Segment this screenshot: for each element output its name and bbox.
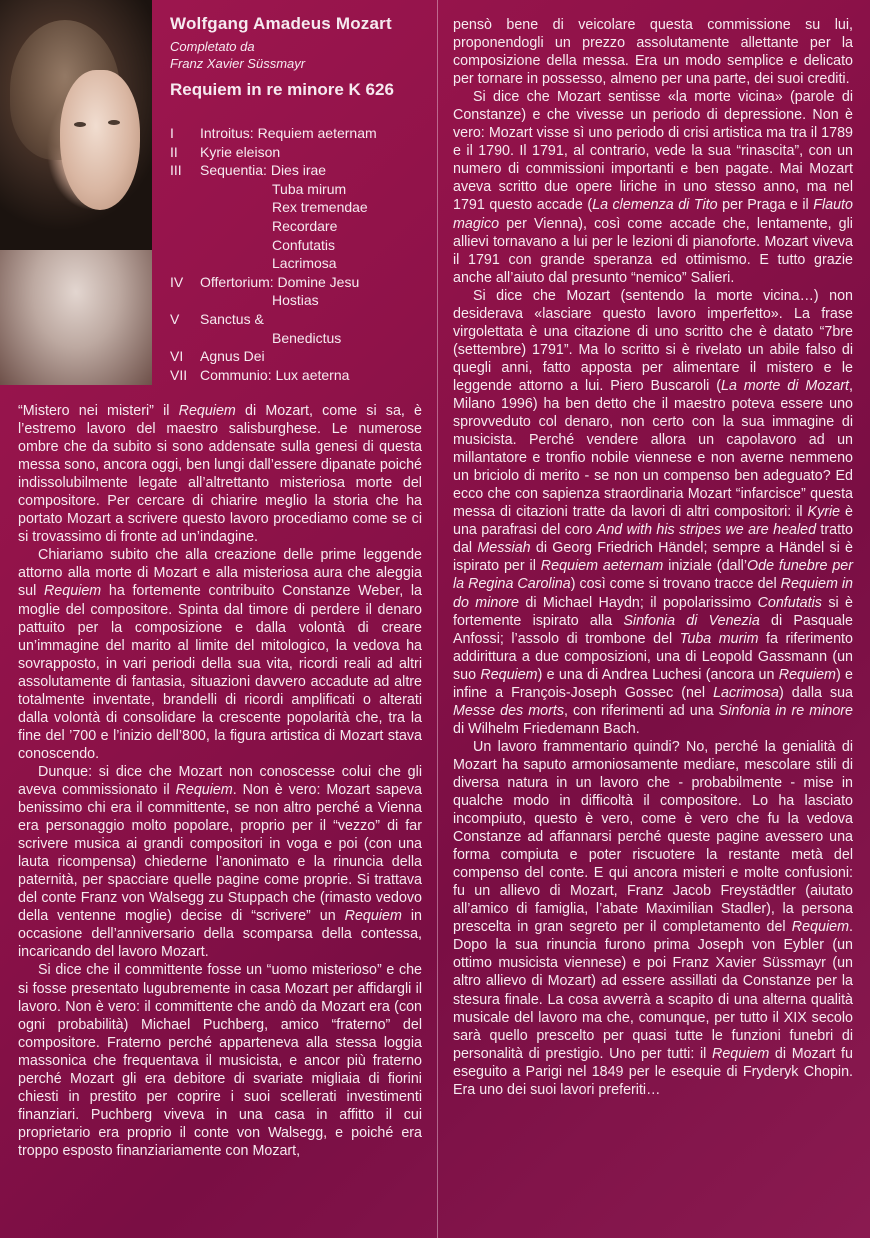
italic-title: Tuba murim [679, 630, 759, 647]
composer-name: Wolfgang Amadeus Mozart [170, 14, 392, 33]
movement-item [170, 198, 430, 217]
movement-number: IV [170, 273, 184, 290]
movement-number: II [170, 143, 178, 160]
movement-title: Offertorium: Domine Jesu [200, 273, 360, 290]
movement-number: III [170, 162, 182, 179]
movement-title: Lacrimosa [272, 255, 337, 272]
text-run: è una parafrasi del coro [453, 504, 854, 539]
movement-item [170, 143, 430, 162]
movement-item [170, 161, 430, 180]
movement-list [170, 124, 430, 384]
movement-title: Agnus Dei [200, 348, 265, 365]
italic-title: Sinfonia di Venezia [623, 612, 760, 629]
portrait-face [60, 70, 140, 210]
movement-item [170, 291, 430, 310]
movement-title: Recordare [272, 217, 338, 234]
completion-line-1: Completato da [170, 39, 255, 54]
movement-title: Rex tremendae [272, 199, 368, 216]
article-paragraph [453, 16, 853, 88]
movement-item [170, 329, 430, 348]
movement-number [170, 180, 272, 199]
movement-title: Confutatis [272, 236, 336, 253]
movement-title: Kyrie eleison [200, 143, 281, 160]
text-run: di Georg Friedrich Händel; sempre a Händel si è ispirato per il [453, 540, 853, 575]
article-paragraph [18, 402, 422, 546]
portrait-eye-left [74, 122, 86, 127]
article-paragraph [453, 738, 853, 1099]
movement-number [170, 254, 272, 273]
movement-number [170, 291, 272, 310]
movement-item [170, 217, 430, 236]
text-run: per Praga e il [717, 197, 814, 214]
text-run: pensò bene di veicolare questa commissione su lui, proponendogli un prezzo assolutamente allettante per la composizione della messa. Era un modo semplice e delicato per tornare in possesso, almeno per una parte, dei suoi crediti. [453, 17, 853, 88]
column-divider [437, 0, 438, 1238]
movement-item [170, 236, 430, 255]
movement-number [170, 217, 272, 236]
movement-title: Introitus: Requiem aeternam [200, 125, 377, 141]
text-run: tratto dal [453, 522, 853, 557]
movement-title: Tuba mirum [272, 180, 347, 197]
italic-title: And with his stripes we are healed [596, 522, 817, 539]
text-run: ) dalla sua [779, 684, 854, 701]
portrait-coat [0, 250, 152, 385]
text-run: per Vienna), così come accade che, lentamente, gli allievi tornavano a lui per le lezioni di pianoforte. Mozart viveva il 1791 con grande speranza ed ottimismo. E tutto grazie anche all’aiuto dal presunto “nemico” Salieri. [453, 215, 853, 286]
text-run: Un lavoro frammentario quindi? No, perché la genialità di Mozart ha saputo armoniosamente mediare, mescolare stili di diversa natura in un lavoro che - probabilmente - mise in qualche modo in difficoltà il compositore. Lo ha lasciato incompiuto, questo è vero, come è vero che fu la vedova Constanze ad affannarsi perché queste pagine avessero una forma compiuta e poter riscuotere la restante metà del compenso del conte. E qui ancora misteri e molte confusioni: fu un allievo di Mozart, Franz Jacob Freystädtler (aiutato all’amico di famiglia, l’abate Maximilian Stadler), la persona prescelta in gran segreto per il completamento del [453, 738, 853, 936]
text-run: fa riferimento addirittura a due composizioni, una di Leopold Gassmann (un suo [453, 630, 853, 683]
movement-item [170, 366, 430, 385]
movement-item [170, 347, 430, 366]
article-left-column [18, 402, 422, 1160]
italic-title: Requiem [344, 908, 402, 925]
text-run: iniziale (dall’ [663, 558, 748, 575]
text-run: di Mozart fu eseguito a Parigi nel 1849 per le esequie di Fryderyk Chopin. Era uno dei suoi lavori preferiti… [453, 1045, 853, 1098]
text-run: si è fortemente ispirato alla [453, 594, 853, 629]
movement-title: Hostias [272, 292, 319, 309]
movement-number: V [170, 310, 180, 327]
article-paragraph [18, 763, 422, 962]
text-run: Si dice che il committente fosse un “uomo misterioso” e che si fosse presentato lugubremente in casa Mozart per affidargli il lavoro. Non è vero: il committente che andò da Mozart era (con ogni probabilità) Michael Puchberg, amico “fraterno” del compositore. Fraterno perché apparteneva alla stessa loggia massonica che frequentava il musicista, e ancor più fraterno perché Mozart gli era debitore di svariate migliaia di fiorini chiesti in prestito per coprire i suoi scellerati investimenti finanziari. Puchberg viveva in una casa in affitto il cui proprietario era proprio il conte von Walsegg, e poiché era troppo esposto finanziariamente con Mozart, [18, 962, 422, 1159]
movement-item [170, 124, 430, 143]
text-run: in occasione dell’anniversario della scomparsa della contessa, incaricando del lavoro Mozart. [18, 908, 422, 961]
italic-title: Flauto magico [453, 197, 853, 232]
italic-title: Requiem [778, 666, 836, 683]
work-title: Requiem in re minore K 626 [170, 80, 394, 99]
text-run: di Pasquale Anfossi; l’assolo di trombone del [453, 612, 853, 647]
article-right-column [453, 16, 853, 1099]
italic-title: Kyrie [807, 504, 841, 521]
text-run: ) e una di Andrea Luchesi (ancora un [537, 666, 779, 683]
movement-title: Sequentia: Dies irae [200, 162, 327, 179]
text-run: ha fortemente contribuito Constanze Weber, la moglie del compositore. Spinta dal timore di perdere il denaro pattuito per la composizione e dalla volontà di creare un’immagine del marito al limite del mitologico, la vedova ha sovrapposto, in vari periodi della sua vita, ricordi reali ad altri assolutamente di fantasia, situazioni davvero accadute ad altre totalmente inventate, brandelli di ricordi amplificati o alterati dalla volontà di consolidare la crescente popolarità che, tra la fine del ’700 e l’inizio dell’800, la figura artistica di Mozart stava conoscendo. [18, 583, 422, 762]
italic-title: Requiem [712, 1045, 770, 1062]
movement-number: VII [170, 366, 188, 383]
movement-number [170, 198, 272, 217]
italic-title: Messiah [477, 540, 531, 557]
italic-title: Ode funebre per la Regina Carolina [453, 558, 853, 593]
italic-title: La clemenza di Tito [592, 197, 718, 214]
movement-item [170, 310, 430, 329]
text-run: Chiariamo subito che alla creazione delle prime leggende attorno alla morte di Mozart e alla misteriosa aura che aleggia sul [18, 547, 422, 600]
italic-title: Sinfonia in re minore [718, 702, 853, 719]
text-run: . Non è vero: Mozart sapeva benissimo chi era il committente, se non altro perché a Vienna era personaggio molto popolare, proprio per il “vezzo” di far scrivere musica ai grandi compositori in voga e poi (con una lauta ricompensa) chiederne l’anonimato e la rinuncia della paternità, per spacciare quelle pagine come proprie. Si trattava del conte Franz von Walsegg zu Stuppach che (rimasto vedovo della ventenne moglie) decise di “scrivere” un [18, 781, 423, 925]
italic-title: Requiem [43, 583, 102, 600]
text-run: ) così come si trovano tracce del [570, 576, 781, 593]
text-run: di Wilhelm Friedemann Bach. [453, 720, 640, 737]
text-run: Dunque: si dice che Mozart non conoscesse colui che gli aveva commissionato il [18, 763, 422, 798]
text-run: di Michael Haydn; il popolarissimo [519, 594, 758, 611]
movement-title: Benedictus [272, 329, 342, 346]
italic-title: Requiem [791, 919, 850, 936]
text-run: , Milano 1996) ha ben detto che il maestro poteva essere uno sprovveduto col denaro, non certo con la sua immagine di musicista. Perché vendere allora un capolavoro ad un millantatore e tronfio nobile viennese e non averne nemmeno un briciolo di merito - se non un compenso ben adeguato? Ed ecco che con sapienza straordinaria Mozart “infarcisce” questa messa di citazioni tratte da lavori di altri compositori: il [453, 377, 853, 521]
italic-title: Requiem [178, 403, 236, 419]
article-paragraph [453, 287, 853, 738]
movement-item [170, 180, 430, 199]
text-run: . Dopo la sua rinuncia furono prima Joseph von Eybler (un ottimo musicista viennese) e poi Franz Xavier Süssmayr (un altro allievo di Mozart) ad essere assillati da Constanze per la stesura finale. La cosa avverrà a scapito di una alterna qualità musicale del lavoro ma che, comunque, per tutto il XIX secolo sarà quello prescelto per quasi tutte le funzioni funebri di personalità di prestigio. Uno per tutti: il [453, 919, 853, 1062]
text-run: , con riferimenti ad una [563, 702, 719, 719]
italic-title: Requiem [175, 781, 233, 798]
italic-title: Requiem in do minore [453, 576, 853, 611]
italic-title: Confutatis [757, 594, 822, 611]
movement-item [170, 273, 430, 292]
article-paragraph [453, 88, 853, 287]
title-block [170, 14, 425, 100]
article-paragraph [18, 546, 422, 763]
italic-title: Requiem [480, 666, 538, 683]
text-run: “Mistero nei misteri” il [18, 403, 179, 419]
italic-title: Messe des morts [453, 702, 564, 719]
movement-title: Communio: Lux aeterna [200, 366, 350, 383]
movement-number [170, 236, 272, 255]
movement-number [170, 329, 272, 348]
italic-title: La morte di Mozart [721, 377, 850, 394]
movement-title: Sanctus & [200, 310, 264, 327]
article-paragraph [18, 961, 422, 1160]
movement-item [170, 254, 430, 273]
text-run: Si dice che Mozart (sentendo la morte vicina…) non desiderava «lasciare questo lavoro imperfetto». La frase virgolettata è una citazione di uno scritto che è datato “7bre (settembre) 1791”. Ma lo scritto si è rivelato un abile falso di quegli anni, fatto apposta per alimentare il mistero e le leggende attorno a lui. Piero Buscaroli ( [453, 287, 853, 394]
text-run: di Mozart, come si sa, è l’estremo lavoro del maestro salisburghese. Le numerose ombre che da subito si sono addensate sulla genesi di questa messa sono, ancora oggi, ben lungi dall’essere dipanate poiché indissolubilmente legate all’altrettanto misteriosa morte del compositore. Per cercare di chiarire meglio la storia che ha portato Mozart a scrivere questo lavoro procediamo come se ci si trovassimo di fronte ad un’indagine. [18, 403, 422, 546]
portrait-eye-right [108, 120, 120, 125]
completion-credit [170, 38, 425, 72]
italic-title: Requiem aeternam [540, 558, 664, 575]
movement-number: I [170, 125, 174, 141]
mozart-portrait [0, 0, 152, 385]
movement-number: VI [170, 348, 184, 365]
italic-title: Lacrimosa [713, 684, 780, 701]
text-run: ) e infine a François-Joseph Gossec (nel [453, 666, 853, 701]
completion-line-2: Franz Xavier Süssmayr [170, 56, 306, 71]
text-run: Si dice che Mozart sentisse «la morte vicina» (parole di Constanze) e che vivesse un periodo di depressione. Non è vero: Mozart visse sì uno periodo di crisi artistica ma tra il 1789 e il 1790. Il 1791, al contrario, vede la sua “rinascita”, con un numero di commissioni importanti e ben pagate. Mai Mozart aveva scritto due opere liriche in uno stesso anno, ma nel 1791 questo accade ( [453, 89, 853, 214]
